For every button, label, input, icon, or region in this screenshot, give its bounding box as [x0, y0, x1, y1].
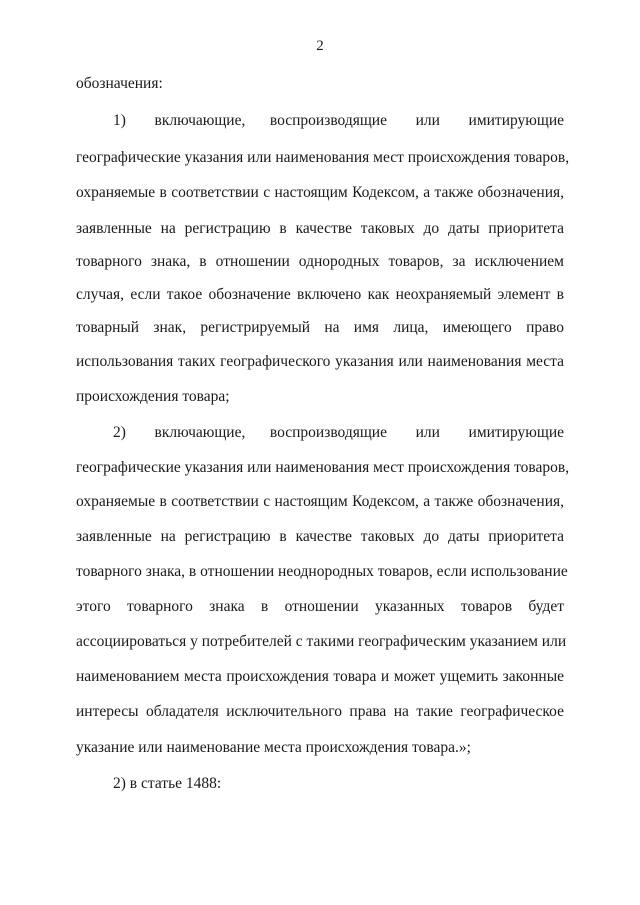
text-line: товарного знака, в отношении однородных товаров, за исключением	[76, 253, 564, 270]
text-line-article-heading: 2) в статье 1488:	[113, 775, 222, 792]
text-line-item-1-start: 1) включающие, воспроизводящие или имитирующие	[113, 112, 564, 129]
text-line: географические указания или наименования мест происхождения товаров,	[76, 459, 570, 476]
text-line: заявленные на регистрацию в качестве таковых до даты приоритета	[76, 528, 564, 545]
text-line-item-2-start: 2) включающие, воспроизводящие или имитирующие	[113, 424, 564, 441]
text-line: указание или наименование места происхождения товара.»;	[76, 739, 471, 756]
text-line: обозначения:	[76, 75, 163, 92]
text-line: охраняемые в соответствии с настоящим Кодексом, а также обозначения,	[76, 493, 564, 510]
text-line: интересы обладателя исключительного права на такие географическое	[76, 703, 564, 720]
text-line: использования таких географического указания или наименования места	[76, 353, 564, 370]
text-line: наименованием места происхождения товара и может ущемить законные	[76, 668, 564, 685]
text-line: охраняемые в соответствии с настоящим Кодексом, а также обозначения,	[76, 184, 564, 201]
page-number: 2	[316, 38, 324, 54]
text-line: товарного знака, в отношении неоднородных товаров, если использование	[76, 563, 568, 580]
text-line: этого товарного знака в отношении указанных товаров будет	[76, 598, 564, 615]
text-line: географические указания или наименования мест происхождения товаров,	[76, 149, 570, 166]
text-line: заявленные на регистрацию в качестве таковых до даты приоритета	[76, 220, 564, 237]
text-line: товарный знак, регистрируемый на имя лица, имеющего право	[76, 319, 564, 336]
text-line: случая, если такое обозначение включено как неохраняемый элемент в	[76, 286, 564, 303]
text-line: ассоциироваться у потребителей с такими географическим указанием или	[76, 633, 567, 650]
text-line: происхождения товара;	[76, 388, 230, 405]
